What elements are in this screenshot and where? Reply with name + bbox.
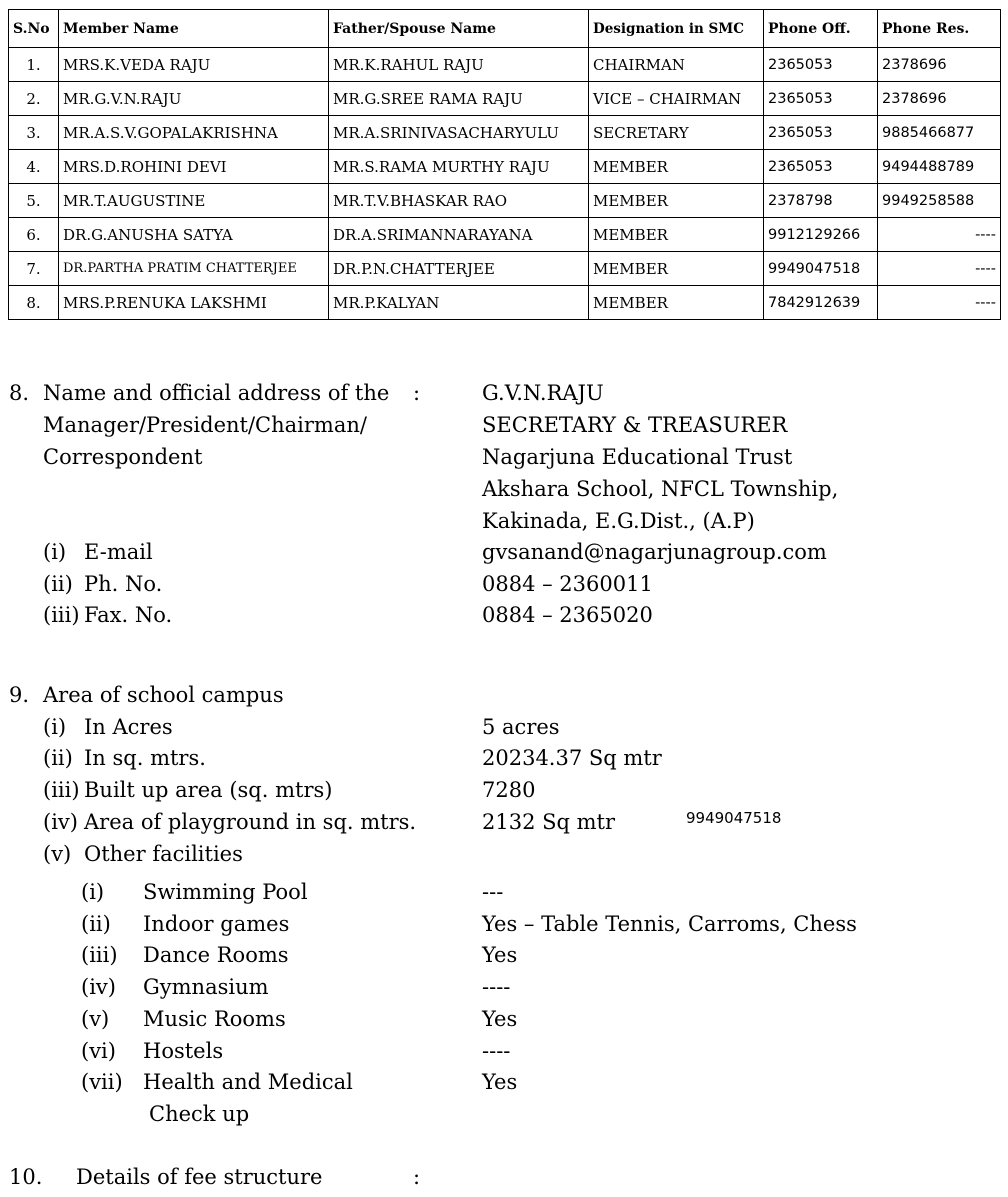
cell-phone-res: 2378696 (878, 48, 1001, 82)
facility-num: (v) (81, 1007, 110, 1031)
facility-num: (vi) (81, 1039, 116, 1063)
cell-phone-off: 2365053 (764, 150, 878, 184)
header-designation: Designation in SMC (589, 10, 764, 48)
section-8-number: 8. (9, 381, 30, 405)
header-phone-off: Phone Off. (764, 10, 878, 48)
cell-father-spouse-name: MR.K.RAHUL RAJU (329, 48, 589, 82)
address-line-title: SECRETARY & TREASURER (482, 413, 788, 437)
facility-value: ---- (482, 975, 511, 999)
cell-designation: MEMBER (589, 150, 764, 184)
cell-sno: 3. (9, 116, 59, 150)
cell-phone-res: 2378696 (878, 82, 1001, 116)
cell-sno: 7. (9, 252, 59, 286)
address-line-city: Kakinada, E.G.Dist., (A.P) (482, 509, 755, 533)
section-8-item-label: Ph. No. (84, 572, 163, 596)
cell-phone-res: ---- (878, 252, 1001, 286)
cell-phone-res: 9885466877 (878, 116, 1001, 150)
section-9-item-num: (ii) (43, 746, 73, 770)
cell-member-name: MRS.P.RENUKA LAKSHMI (59, 286, 329, 320)
section-8-label-line-2: Manager/President/Chairman/ (43, 413, 367, 437)
section-8-label-line-1: Name and official address of the (43, 381, 390, 405)
cell-designation: MEMBER (589, 286, 764, 320)
section-9-title: Area of school campus (43, 683, 284, 707)
facility-num: (iii) (81, 943, 118, 967)
cell-sno: 1. (9, 48, 59, 82)
header-father-spouse-name: Father/Spouse Name (329, 10, 589, 48)
facility-label: Health and Medical (143, 1070, 353, 1094)
cell-phone-off: 2365053 (764, 48, 878, 82)
cell-member-name: DR.G.ANUSHA SATYA (59, 218, 329, 252)
cell-designation: SECRETARY (589, 116, 764, 150)
section-9-item-value: 2132 Sq mtr (482, 810, 616, 834)
section-10-colon: : (413, 1165, 421, 1189)
cell-designation: VICE – CHAIRMAN (589, 82, 764, 116)
facility-value: Yes (482, 1070, 518, 1094)
cell-phone-off: 2365053 (764, 116, 878, 150)
facility-value: Yes – Table Tennis, Carroms, Chess (482, 912, 857, 936)
cell-sno: 2. (9, 82, 59, 116)
side-note-phone: 9949047518 (686, 809, 782, 827)
cell-father-spouse-name: MR.S.RAMA MURTHY RAJU (329, 150, 589, 184)
section-8-item-label: Fax. No. (84, 603, 173, 627)
cell-phone-off: 7842912639 (764, 286, 878, 320)
cell-phone-off: 2378798 (764, 184, 878, 218)
email-value: gvsanand@nagarjunagroup.com (482, 540, 827, 564)
fax-value: 0884 – 2365020 (482, 603, 653, 627)
address-line-school: Akshara School, NFCL Township, (482, 477, 839, 501)
facility-num: (ii) (81, 912, 111, 936)
cell-designation: MEMBER (589, 218, 764, 252)
address-line-name: G.V.N.RAJU (482, 381, 604, 405)
cell-phone-res: ---- (878, 286, 1001, 320)
cell-member-name: DR.PARTHA PRATIM CHATTERJEE (59, 252, 329, 286)
cell-sno: 6. (9, 218, 59, 252)
facility-label: Dance Rooms (143, 943, 289, 967)
facility-value: Yes (482, 1007, 518, 1031)
section-9-item-num: (v) (43, 842, 72, 866)
cell-phone-off: 2365053 (764, 82, 878, 116)
cell-designation: CHAIRMAN (589, 48, 764, 82)
cell-phone-res: 9949258588 (878, 184, 1001, 218)
facility-value: --- (482, 880, 504, 904)
facility-label: Gymnasium (143, 975, 269, 999)
cell-father-spouse-name: DR.P.N.CHATTERJEE (329, 252, 589, 286)
section-10-title: Details of fee structure (76, 1165, 323, 1189)
cell-phone-off: 9912129266 (764, 218, 878, 252)
section-9-item-value: 20234.37 Sq mtr (482, 746, 662, 770)
section-8-item-label: E-mail (84, 540, 153, 564)
section-10-number: 10. (9, 1165, 43, 1189)
section-8-item-num: (iii) (43, 603, 80, 627)
section-8-item-num: (i) (43, 540, 67, 564)
facility-num: (vii) (81, 1070, 123, 1094)
facility-num: (i) (81, 880, 105, 904)
section-9-item-num: (iv) (43, 810, 78, 834)
cell-father-spouse-name: MR.T.V.BHASKAR RAO (329, 184, 589, 218)
phone-value: 0884 – 2360011 (482, 572, 653, 596)
section-9-item-label: Built up area (sq. mtrs) (84, 778, 333, 802)
facility-label: Hostels (143, 1039, 224, 1063)
cell-father-spouse-name: MR.P.KALYAN (329, 286, 589, 320)
cell-father-spouse-name: DR.A.SRIMANNARAYANA (329, 218, 589, 252)
facility-num: (iv) (81, 975, 116, 999)
facility-value: ---- (482, 1039, 511, 1063)
cell-father-spouse-name: MR.G.SREE RAMA RAJU (329, 82, 589, 116)
section-9-number: 9. (9, 683, 30, 707)
cell-member-name: MR.A.S.V.GOPALAKRISHNA (59, 116, 329, 150)
facility-label: Swimming Pool (143, 880, 308, 904)
cell-phone-res: 9494488789 (878, 150, 1001, 184)
cell-sno: 8. (9, 286, 59, 320)
section-9-item-value: 5 acres (482, 715, 560, 739)
cell-father-spouse-name: MR.A.SRINIVASACHARYULU (329, 116, 589, 150)
facility-label: Music Rooms (143, 1007, 286, 1031)
cell-phone-off: 9949047518 (764, 252, 878, 286)
section-8-item-num: (ii) (43, 572, 73, 596)
address-line-trust: Nagarjuna Educational Trust (482, 445, 793, 469)
cell-designation: MEMBER (589, 184, 764, 218)
section-9-item-label: In sq. mtrs. (84, 746, 206, 770)
section-9-item-num: (i) (43, 715, 67, 739)
cell-member-name: MRS.D.ROHINI DEVI (59, 150, 329, 184)
facility-label: Indoor games (143, 912, 290, 936)
header-phone-res: Phone Res. (878, 10, 1001, 48)
section-8-colon: : (413, 381, 421, 405)
section-9-item-value: 7280 (482, 778, 536, 802)
cell-member-name: MR.T.AUGUSTINE (59, 184, 329, 218)
cell-member-name: MRS.K.VEDA RAJU (59, 48, 329, 82)
section-9-item-label: Other facilities (84, 842, 243, 866)
section-9-item-label: In Acres (84, 715, 173, 739)
section-9-item-label: Area of playground in sq. mtrs. (84, 810, 417, 834)
facility-value: Yes (482, 943, 518, 967)
cell-sno: 4. (9, 150, 59, 184)
facility-label-continued: Check up (149, 1102, 250, 1126)
section-8-label-line-3: Correspondent (43, 445, 203, 469)
header-sno: S.No (9, 10, 59, 48)
cell-designation: MEMBER (589, 252, 764, 286)
cell-member-name: MR.G.V.N.RAJU (59, 82, 329, 116)
section-9-item-num: (iii) (43, 778, 80, 802)
cell-phone-res: ---- (878, 218, 1001, 252)
cell-sno: 5. (9, 184, 59, 218)
header-member-name: Member Name (59, 10, 329, 48)
